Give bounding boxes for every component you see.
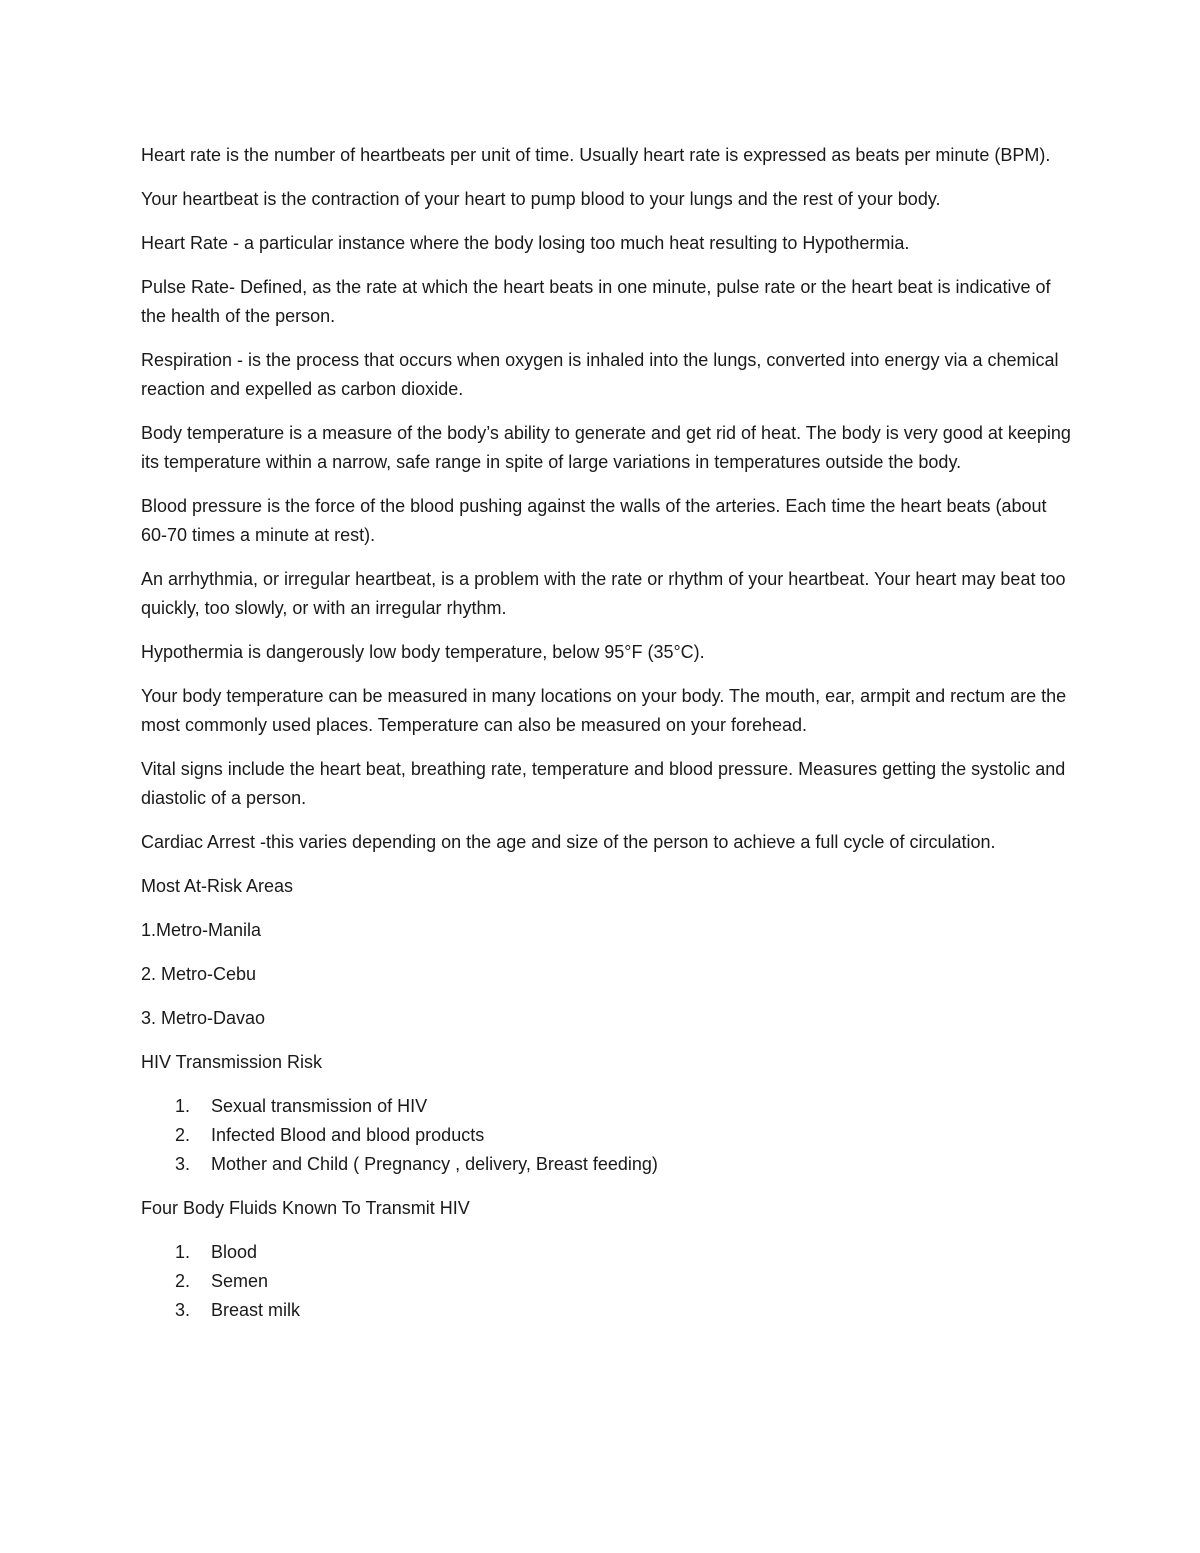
list-item	[141, 1092, 1071, 1121]
risk-area-item: 1.Metro-Manila	[141, 920, 262, 940]
list-item-number: 2.	[175, 1125, 191, 1145]
paragraph-blood-pressure: Blood pressure is the force of the blood pushing against the walls of the arteries. Each time the heart beats (about 60-70 times a minute at rest).	[141, 496, 1047, 545]
list-item	[141, 1267, 1071, 1296]
list-item	[141, 1150, 1071, 1179]
risk-areas-heading: Most At-Risk Areas	[141, 876, 294, 896]
risk-area-item: 3. Metro-Davao	[141, 1008, 266, 1028]
hiv-transmission-list	[141, 1092, 1071, 1179]
list-item-text: Blood	[211, 1242, 258, 1262]
document-body	[141, 141, 1071, 1340]
paragraph-temperature-measurement: Your body temperature can be measured in many locations on your body. The mouth, ear, armpit and rectum are the most commonly used places. Temperature can also be measured on your forehead.	[141, 686, 1067, 735]
list-item-number: 3.	[175, 1154, 191, 1174]
list-item-text: Semen	[211, 1271, 269, 1291]
list-item	[141, 1238, 1071, 1267]
paragraph-respiration: Respiration - is the process that occurs when oxygen is inhaled into the lungs, converted into energy via a chemical reaction and expelled as carbon dioxide.	[141, 350, 1059, 399]
list-item-text: Sexual transmission of HIV	[211, 1096, 428, 1116]
list-item-number: 1.	[175, 1096, 191, 1116]
paragraph-vital-signs: Vital signs include the heart beat, breathing rate, temperature and blood pressure. Measures getting the systolic and diastolic of a person.	[141, 759, 1066, 808]
paragraph-body-temperature: Body temperature is a measure of the body’s ability to generate and get rid of heat. The body is very good at keeping its temperature within a narrow, safe range in spite of large variations in temperatures outside the body.	[141, 423, 1071, 472]
paragraph-arrhythmia: An arrhythmia, or irregular heartbeat, is a problem with the rate or rhythm of your heartbeat. Your heart may beat too quickly, too slowly, or with an irregular rhythm.	[141, 569, 1066, 618]
paragraph-hypothermia: Hypothermia is dangerously low body temperature, below 95°F (35°C).	[141, 642, 705, 662]
body-fluids-heading: Four Body Fluids Known To Transmit HIV	[141, 1198, 470, 1218]
hiv-transmission-heading: HIV Transmission Risk	[141, 1052, 323, 1072]
paragraph-cardiac-arrest: Cardiac Arrest -this varies depending on the age and size of the person to achieve a full cycle of circulation.	[141, 832, 996, 852]
risk-area-item: 2. Metro-Cebu	[141, 964, 257, 984]
list-item-number: 2.	[175, 1271, 191, 1291]
paragraph-heart-rate-hypothermia: Heart Rate - a particular instance where the body losing too much heat resulting to Hypothermia.	[141, 233, 910, 253]
paragraph-heart-rate: Heart rate is the number of heartbeats per unit of time. Usually heart rate is expressed as beats per minute (BPM).	[141, 145, 1051, 165]
list-item	[141, 1296, 1071, 1325]
list-item	[141, 1121, 1071, 1150]
list-item-number: 3.	[175, 1300, 191, 1320]
list-item-text: Infected Blood and blood products	[211, 1125, 485, 1145]
list-item-number: 1.	[175, 1242, 191, 1262]
paragraph-pulse-rate: Pulse Rate- Defined, as the rate at which the heart beats in one minute, pulse rate or the heart beat is indicative of the health of the person.	[141, 277, 1051, 326]
list-item-text: Breast milk	[211, 1300, 301, 1320]
body-fluids-list	[141, 1238, 1071, 1325]
paragraph-heartbeat: Your heartbeat is the contraction of your heart to pump blood to your lungs and the rest of your body.	[141, 189, 941, 209]
list-item-text: Mother and Child ( Pregnancy , delivery, Breast feeding)	[211, 1154, 658, 1174]
